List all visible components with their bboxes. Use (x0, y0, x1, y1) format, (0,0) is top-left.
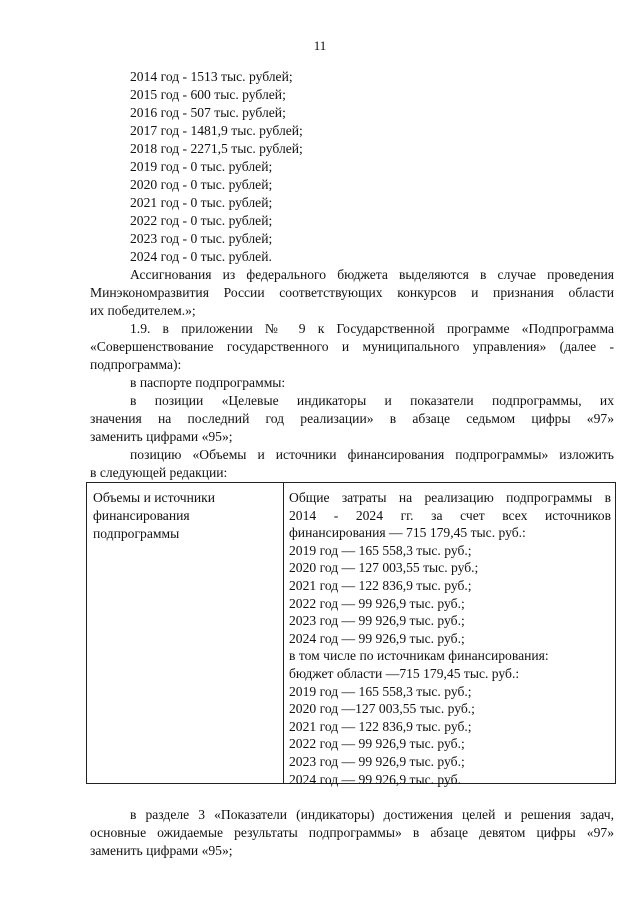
year-line: 2016 год - 507 тыс. рублей; (130, 105, 286, 120)
paragraph-section3-line: заменить цифрами «95»; (90, 843, 233, 858)
table-budget-line: бюджет области —715 179,45 тыс. руб.: (289, 665, 520, 681)
table-intro-line: Общие затраты на реализацию подпрограммы в (289, 490, 611, 505)
table-total-year-line: 2019 год — 165 558,3 тыс. руб.; (289, 542, 472, 558)
year-line: 2021 год - 0 тыс. рублей; (130, 195, 273, 210)
paragraph-section3-line: в разделе 3 «Показатели (индикаторы) достижения целей и решения задач, (130, 807, 614, 822)
table-column-divider (283, 483, 284, 783)
paragraph-volumes-line: в следующей редакции: (90, 465, 228, 480)
year-line: 2022 год - 0 тыс. рублей; (130, 213, 273, 228)
table-intro-line: 2014 - 2024 гг. за счет всех источников (289, 507, 611, 523)
paragraph-1-9-line: 1.9. в приложении № 9 к Государственной программе «Подпрограмма (130, 321, 614, 336)
table-intro-line: финансирования — 715 179,45 тыс. руб.: (289, 525, 526, 541)
table-left-cell (93, 489, 215, 543)
table-budget-year-line: 2021 год — 122 836,9 тыс. руб.; (289, 718, 472, 734)
paragraph-volumes-line: позицию «Объемы и источники финансирования подпрограммы» изложить (130, 447, 614, 462)
paragraph-position-line: значения на последний год реализации» в абзаце седьмом цифры «97» (90, 411, 614, 426)
page-number: 11 (313, 38, 327, 53)
paragraph-1-9-line: «Совершенствование государственного и муниципального управления» (далее - (90, 339, 614, 354)
table-budget-year-line: 2022 год — 99 926,9 тыс. руб.; (289, 736, 465, 752)
paragraph-federal-line: их победителем.»; (90, 303, 196, 318)
table-budget-year-line: 2024 год — 99 926,9 тыс. руб. (289, 771, 461, 787)
table-left-line: подпрограммы (93, 526, 180, 541)
table-left-line: Объемы и источники (93, 490, 216, 505)
year-line: 2023 год - 0 тыс. рублей; (130, 231, 273, 246)
year-line: 2020 год - 0 тыс. рублей; (130, 177, 273, 192)
table-total-year-line: 2024 год — 99 926,9 тыс. руб.; (289, 630, 465, 646)
paragraph-passport: в паспорте подпрограммы: (130, 375, 286, 390)
paragraph-federal-line: Минэкономразвития России соответствующих конкурсов и признания области (90, 285, 614, 300)
table-budget-year-line: 2020 год —127 003,55 тыс. руб.; (289, 701, 475, 717)
table-total-year-line: 2023 год — 99 926,9 тыс. руб.; (289, 613, 465, 629)
table-total-year-line: 2020 год — 127 003,55 тыс. руб.; (289, 560, 479, 576)
year-line: 2014 год - 1513 тыс. рублей; (130, 69, 293, 84)
table-budget-year-line: 2023 год — 99 926,9 тыс. руб.; (289, 753, 465, 769)
table-total-year-line: 2022 год — 99 926,9 тыс. руб.; (289, 595, 465, 611)
table-left-line: финансирования (93, 508, 190, 523)
table-total-year-line: 2021 год — 122 836,9 тыс. руб.; (289, 577, 472, 593)
table-budget-year-line: 2019 год — 165 558,3 тыс. руб.; (289, 683, 472, 699)
financing-table (86, 482, 616, 787)
year-line: 2015 год - 600 тыс. рублей; (130, 87, 286, 102)
year-line: 2017 год - 1481,9 тыс. рублей; (130, 123, 303, 138)
year-line: 2019 год - 0 тыс. рублей; (130, 159, 273, 174)
paragraph-position-line: заменить цифрами «95»; (90, 429, 233, 444)
year-line: 2024 год - 0 тыс. рублей. (130, 249, 272, 264)
table-sources-header: в том числе по источникам финансирования: (289, 648, 549, 664)
paragraph-position-line: в позиции «Целевые индикаторы и показатели подпрограммы, их (130, 393, 614, 408)
table-right-cell (289, 489, 611, 788)
year-line: 2018 год - 2271,5 тыс. рублей; (130, 141, 303, 156)
paragraph-1-9-line: подпрограмма): (90, 357, 182, 372)
paragraph-section3-line: основные ожидаемые результаты подпрограммы» в абзаце девятом цифры «97» (90, 825, 614, 840)
paragraph-federal-line: Ассигнования из федерального бюджета выделяются в случае проведения (130, 267, 614, 282)
